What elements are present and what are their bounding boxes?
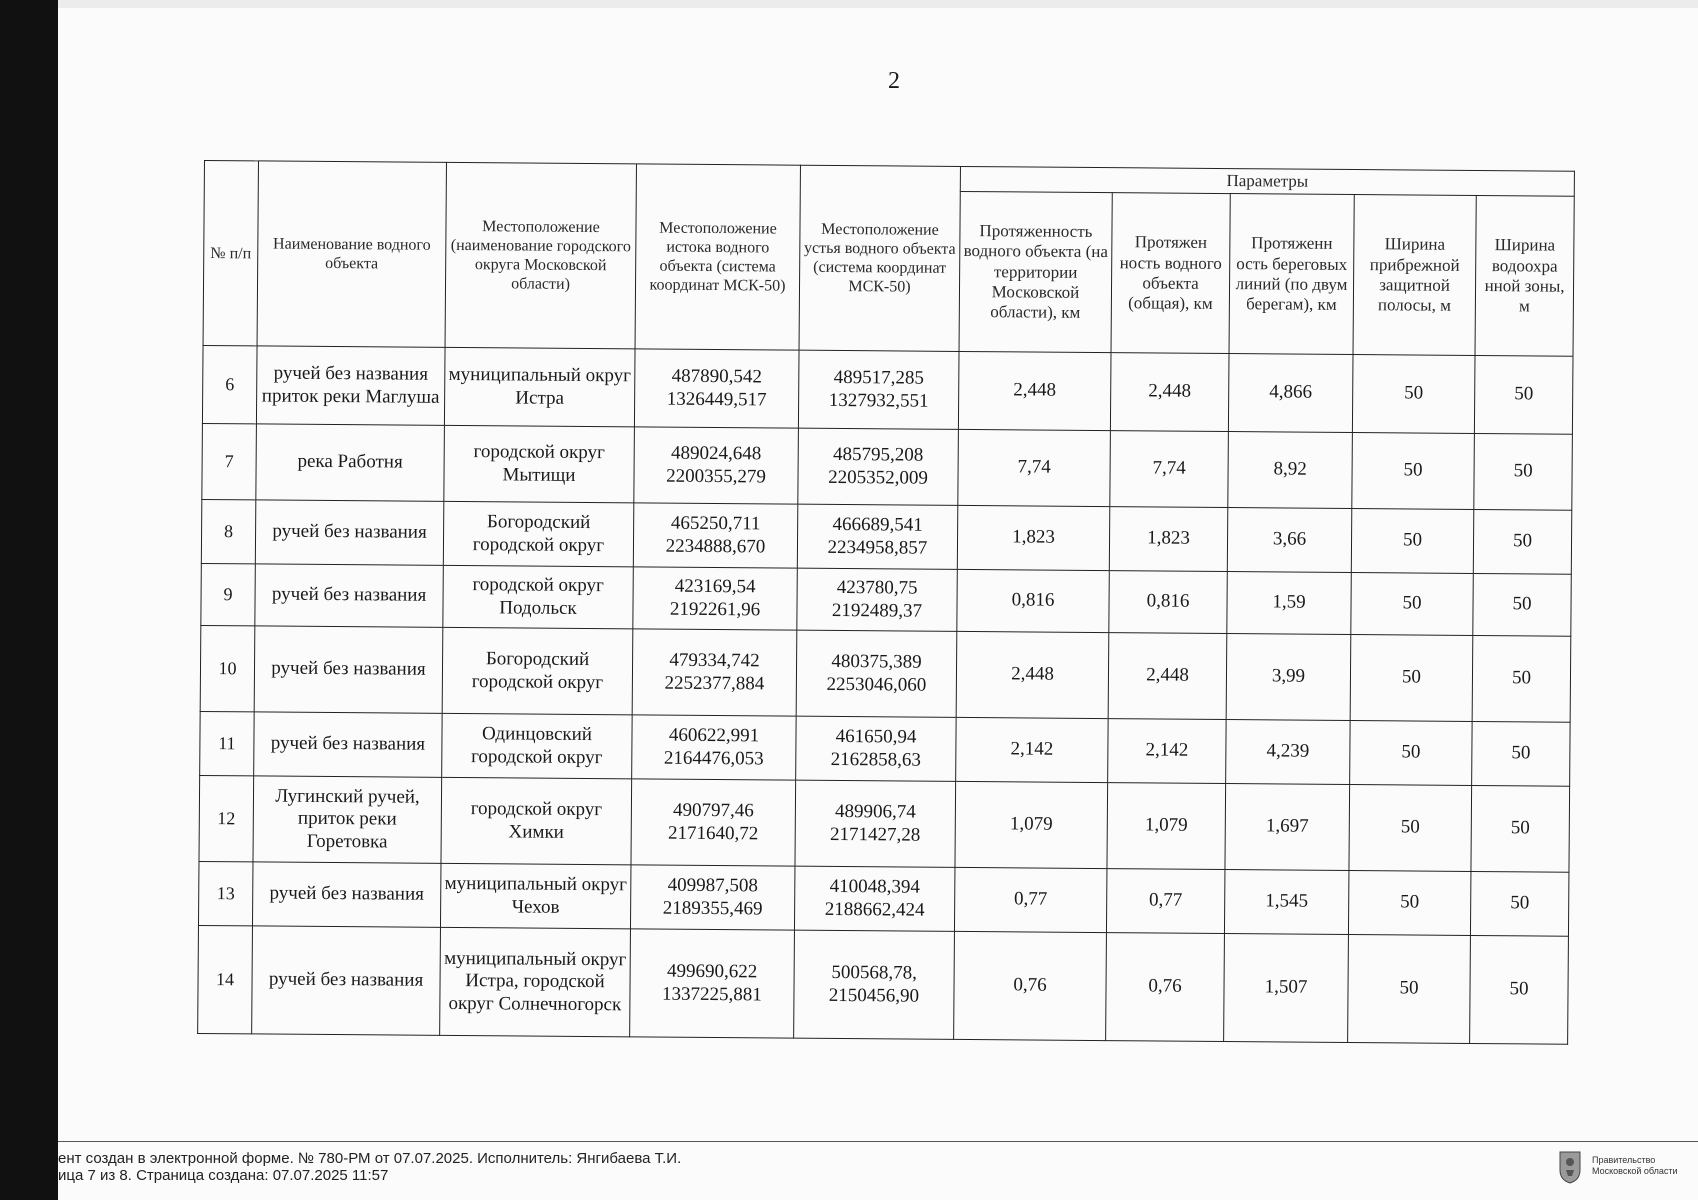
cell-name: ручей без названия приток реки Маглуша [256, 346, 445, 425]
cell-location: муниципальный округ Чехов [440, 864, 630, 929]
cell-water-zone: 50 [1474, 356, 1573, 435]
coat-of-arms-icon [1558, 1150, 1582, 1184]
cell-water-zone: 50 [1470, 936, 1569, 1045]
cell-location: Одинцовский городской округ [442, 714, 632, 779]
cell-name: ручей без названия [255, 564, 443, 627]
cell-protective-strip: 50 [1350, 721, 1472, 786]
cell-location: Богородский городской округ [443, 502, 633, 567]
emblem-caption [1592, 1155, 1678, 1177]
source-y: 2200355,279 [666, 465, 766, 488]
header-source: Местоположение истока водного объекта (система координат МСК-50) [635, 164, 800, 351]
cell-name: ручей без названия [252, 862, 440, 927]
cell-num: 12 [199, 776, 254, 862]
cell-source [634, 349, 799, 428]
cell-mouth [797, 505, 957, 570]
header-mouth: Местоположение устья водного объекта (система координат МСК-50) [799, 165, 960, 352]
mouth-y: 2205352,009 [828, 466, 928, 489]
cell-mouth [796, 717, 956, 782]
cell-length-mo: 2,448 [958, 352, 1111, 431]
mouth-x: 461650,94 [835, 726, 917, 748]
source-y: 2171640,72 [668, 822, 759, 845]
cell-source [634, 427, 799, 504]
mouth-y: 1327932,551 [828, 389, 929, 412]
cell-length-mo: 2,142 [956, 718, 1108, 783]
header-name: Наименование водного объекта [257, 161, 446, 348]
cell-length-total: 0,77 [1106, 869, 1224, 934]
cell-water-zone: 50 [1471, 786, 1570, 873]
cell-mouth [798, 429, 959, 506]
cell-length-total: 1,079 [1107, 783, 1226, 870]
cell-location: городской округ Подольск [443, 566, 633, 629]
mouth-x: 423780,75 [836, 577, 918, 599]
source-x: 409987,508 [667, 874, 759, 897]
cell-water-zone: 50 [1473, 574, 1572, 637]
cell-water-zone: 50 [1472, 722, 1571, 787]
header-protective-strip: Ширина прибрежной защитной полосы, м [1353, 195, 1476, 356]
cell-mouth [794, 867, 954, 932]
cell-shore-length: 1,697 [1225, 784, 1350, 871]
cell-mouth [796, 631, 957, 718]
footer-line-1: ент создан в электронной форме. № 780-РМ от 07.07.2025. Исполнитель: Янгибаева Т.И. [58, 1150, 682, 1167]
table-row [202, 424, 1573, 511]
mouth-y: 2171427,28 [830, 823, 921, 846]
scan-black-edge [0, 0, 58, 1200]
source-y: 2164476,053 [663, 747, 764, 770]
source-x: 460622,991 [668, 724, 760, 747]
cell-name: Лугинский ручей, приток реки Горетовка [253, 776, 442, 863]
cell-num: 14 [198, 926, 253, 1034]
source-x: 479334,742 [669, 649, 760, 672]
cell-name: ручей без названия [255, 500, 443, 565]
mouth-x: 500568,78, [831, 962, 917, 984]
cell-length-total: 1,823 [1109, 507, 1227, 572]
cell-name: ручей без названия [252, 926, 441, 1035]
cell-length-mo: 0,77 [954, 868, 1106, 933]
source-y: 1337225,881 [662, 983, 762, 1006]
cell-protective-strip: 50 [1349, 785, 1472, 872]
cell-length-mo: 0,76 [954, 932, 1107, 1041]
cell-shore-length: 1,507 [1224, 934, 1349, 1043]
cell-length-mo: 0,816 [957, 570, 1109, 633]
cell-shore-length: 1,545 [1224, 870, 1348, 935]
cell-protective-strip: 50 [1351, 509, 1473, 574]
cell-source [630, 929, 795, 1038]
header-length-total: Протяжен ность водного объекта (общая), км [1111, 193, 1230, 354]
footer [58, 1150, 1438, 1184]
cell-source [633, 503, 797, 568]
cell-water-zone: 50 [1472, 636, 1571, 723]
cell-source [632, 715, 796, 780]
cell-mouth [798, 351, 959, 430]
cell-length-total: 0,76 [1106, 933, 1225, 1042]
cell-water-zone: 50 [1474, 434, 1573, 511]
mouth-y: 2150456,90 [828, 984, 920, 1007]
cell-location: муниципальный округ Истра [444, 348, 635, 427]
table-row [202, 346, 1573, 435]
cell-num: 11 [200, 712, 255, 776]
source-y: 2252377,884 [664, 672, 765, 695]
cell-water-zone: 50 [1473, 510, 1572, 575]
cell-shore-length: 8,92 [1228, 432, 1353, 509]
cell-length-mo: 1,823 [957, 506, 1109, 571]
mouth-x: 489906,74 [834, 801, 916, 823]
cell-num: 8 [201, 500, 256, 564]
footer-divider [58, 1141, 1698, 1142]
source-y: 2234888,670 [665, 535, 766, 558]
source-x: 490797,46 [672, 799, 754, 822]
scan-top-strip [58, 0, 1698, 8]
cell-length-total: 2,448 [1108, 633, 1227, 720]
cell-length-total: 2,142 [1108, 719, 1226, 784]
source-y: 1326449,517 [666, 388, 767, 411]
table-row [201, 564, 1572, 637]
cell-shore-length: 3,66 [1227, 508, 1351, 573]
page-number: 2 [888, 68, 900, 94]
cell-num: 13 [198, 862, 253, 926]
footer-line-2: ица 7 из 8. Страница создана: 07.07.2025 11:57 [58, 1167, 389, 1184]
mouth-y: 2162858,63 [830, 748, 922, 771]
header-location: Местоположение (наименование городского округа Московской области) [445, 162, 636, 349]
source-x: 423169,54 [674, 575, 756, 598]
cell-shore-length: 3,99 [1226, 634, 1351, 721]
cell-protective-strip: 50 [1352, 433, 1475, 510]
cell-shore-length: 4,866 [1228, 354, 1353, 433]
cell-length-mo: 7,74 [958, 430, 1111, 507]
cell-protective-strip: 50 [1351, 573, 1473, 636]
source-x: 489024,648 [671, 442, 762, 465]
cell-protective-strip: 50 [1350, 635, 1473, 722]
cell-location: городской округ Мытищи [444, 426, 635, 503]
mouth-y: 2253046,060 [826, 673, 927, 696]
header-shore-length: Протяженн ость береговых линий (по двум берегам), км [1229, 194, 1354, 355]
source-y: 2189355,469 [662, 897, 763, 920]
table-row [198, 862, 1569, 937]
header-water-zone: Ширина водоохра нной зоны, м [1475, 196, 1574, 357]
cell-source [631, 779, 796, 866]
cell-water-zone: 50 [1470, 872, 1569, 937]
mouth-x: 410048,394 [829, 876, 921, 898]
cell-protective-strip: 50 [1348, 871, 1470, 936]
cell-length-total: 7,74 [1110, 431, 1229, 508]
cell-name: ручей без названия [254, 712, 442, 777]
cell-num: 6 [202, 346, 257, 424]
header-num: № п/п [203, 161, 258, 347]
header-params: Параметры [960, 166, 1574, 196]
mouth-y: 2234958,857 [827, 536, 928, 559]
source-x: 487890,542 [671, 365, 763, 388]
cell-source [633, 567, 797, 630]
header-length-mo: Протяженность водного объекта (на территории Московской области), км [959, 192, 1112, 353]
cell-name: ручей без названия [254, 626, 443, 713]
emblem-caption-line-1: Правительство [1592, 1155, 1656, 1165]
mouth-x: 466689,541 [832, 514, 923, 536]
water-objects-table [197, 160, 1575, 1045]
source-x: 499690,622 [666, 960, 758, 983]
table-row [201, 500, 1572, 575]
mouth-x: 489517,285 [833, 367, 925, 389]
table-row [198, 926, 1569, 1045]
cell-source [630, 865, 794, 930]
cell-mouth [794, 931, 955, 1040]
table-row [200, 712, 1571, 787]
mouth-y: 2188662,424 [824, 898, 925, 921]
cell-num: 7 [202, 424, 257, 500]
cell-num: 9 [201, 564, 255, 626]
cell-length-total: 0,816 [1109, 571, 1227, 634]
cell-length-mo: 1,079 [955, 782, 1108, 869]
cell-location: муниципальный округ Истра, городской округ Солнечногорск [440, 928, 631, 1037]
emblem-caption-line-2: Московской области [1592, 1166, 1678, 1176]
mouth-y: 2192489,37 [831, 599, 923, 622]
cell-source [632, 629, 797, 716]
cell-num: 10 [200, 626, 255, 712]
cell-name: река Работня [256, 424, 445, 501]
cell-shore-length: 4,239 [1226, 720, 1350, 785]
table-row [200, 626, 1571, 723]
cell-shore-length: 1,59 [1227, 572, 1351, 635]
source-y: 2192261,96 [669, 598, 761, 621]
table-row [199, 776, 1570, 873]
cell-length-total: 2,448 [1110, 353, 1229, 432]
cell-protective-strip: 50 [1348, 935, 1471, 1044]
source-x: 465250,711 [670, 512, 761, 535]
cell-mouth [795, 781, 956, 868]
cell-protective-strip: 50 [1352, 355, 1475, 434]
cell-location: городской округ Химки [441, 778, 632, 865]
cell-length-mo: 2,448 [956, 632, 1109, 719]
mouth-x: 480375,389 [831, 651, 922, 673]
mouth-x: 485795,208 [832, 444, 924, 466]
cell-location: Богородский городской округ [442, 628, 633, 715]
cell-mouth [797, 569, 957, 632]
